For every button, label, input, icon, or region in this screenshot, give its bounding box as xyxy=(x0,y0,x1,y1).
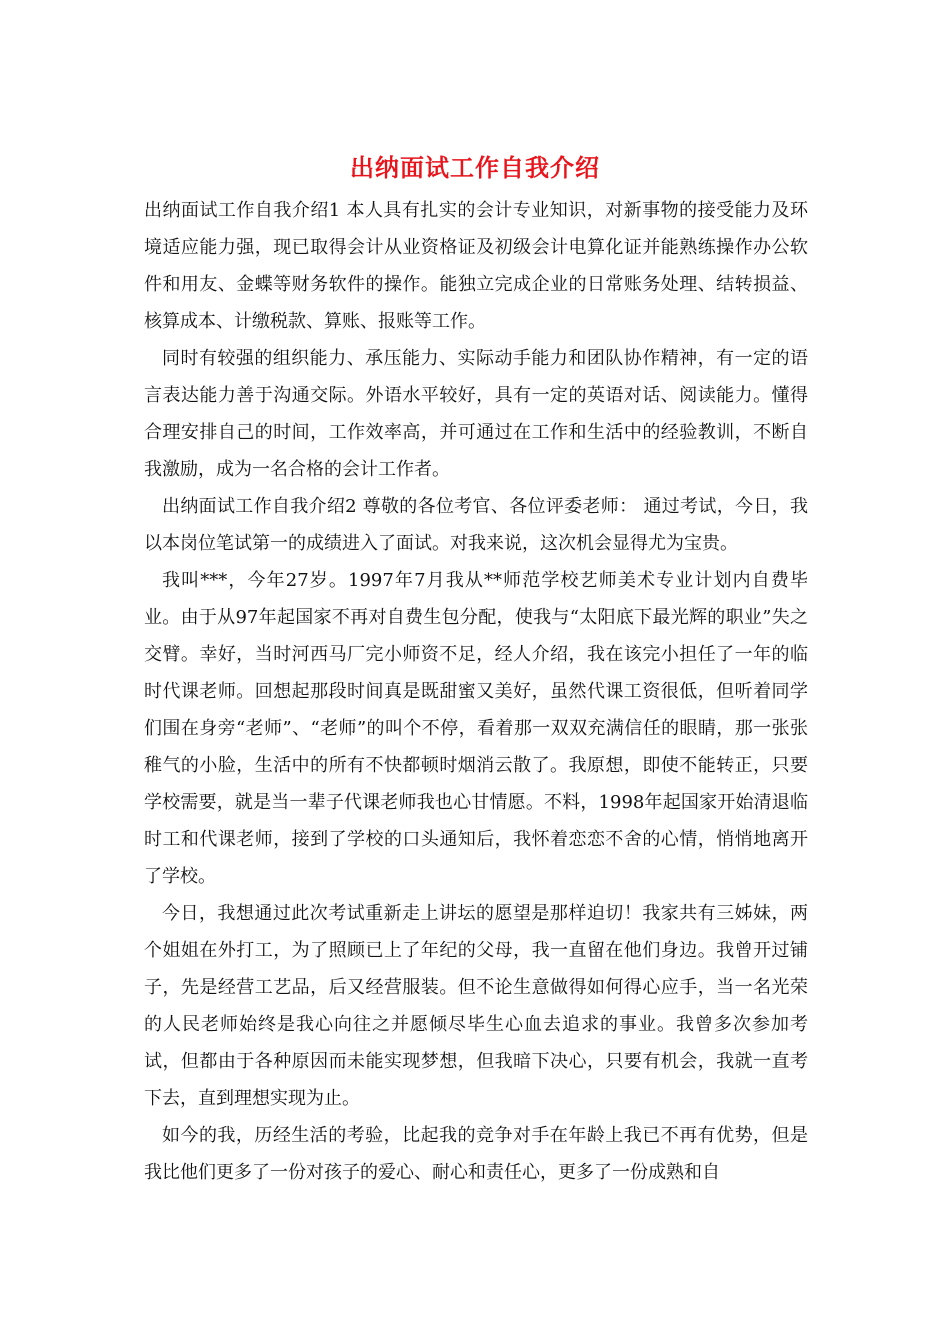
paragraph-3: 出纳面试工作自我介绍2 尊敬的各位考官、各位评委老师： 通过考试，今日，我以本岗位笔试第一的成绩进入了面试。对我来说，这次机会显得尤为宝贵。 xyxy=(144,496,808,554)
paragraph-2: 同时有较强的组织能力、承压能力、实际动手能力和团队协作精神，有一定的语言表达能力善于沟通交际。外语水平较好，具有一定的英语对话、阅读能力。懂得合理安排自己的时间，工作效率高，并可通过在工作和生活中的经验教训，不断自我激励，成为一名合格的会计工作者。 xyxy=(144,348,808,480)
document-body xyxy=(144,192,808,1191)
paragraph-4: 我叫***，今年27岁。1997年7月我从**师范学校艺师美术专业计划内自费毕业。由于从97年起国家不再对自费生包分配，使我与“太阳底下最光辉的职业”失之交臂。幸好，当时河西马厂完小师资不足，经人介绍，我在该完小担任了一年的临时代课老师。回想起那段时间真是既甜蜜又美好，虽然代课工资很低，但听着同学们围在身旁“老师”、“老师”的叫个不停，看着那一双双充满信任的眼睛，那一张张稚气的小脸，生活中的所有不快都顿时烟消云散了。我原想，即使不能转正，只要学校需要，就是当一辈子代课老师我也心甘情愿。不料，1998年起国家开始清退临时工和代课老师，接到了学校的口头通知后，我怀着恋恋不舍的心情，悄悄地离开了学校。 xyxy=(144,570,808,887)
paragraph-5: 今日，我想通过此次考试重新走上讲坛的愿望是那样迫切！我家共有三姊妹，两个姐姐在外打工，为了照顾已上了年纪的父母，我一直留在他们身边。我曾开过铺子，先是经营工艺品，后又经营服装。但不论生意做得如何得心应手，当一名光荣的人民老师始终是我心向往之并愿倾尽毕生心血去追求的事业。我曾多次参加考试，但都由于各种原因而未能实现梦想，但我暗下决心，只要有机会，我就一直考下去，直到理想实现为止。 xyxy=(144,903,808,1109)
paragraph-1: 出纳面试工作自我介绍1 本人具有扎实的会计专业知识，对新事物的接受能力及环境适应能力强，现已取得会计从业资格证及初级会计电算化证并能熟练操作办公软件和用友、金蝶等财务软件的操作。能独立完成企业的日常账务处理、结转损益、核算成本、计缴税款、算账、报账等工作。 xyxy=(144,200,808,332)
paragraph-6: 如今的我，历经生活的考验，比起我的竞争对手在年龄上我已不再有优势，但是我比他们更多了一份对孩子的爱心、耐心和责任心，更多了一份成熟和自 xyxy=(144,1125,808,1183)
document-title: 出纳面试工作自我介绍 xyxy=(350,153,600,182)
